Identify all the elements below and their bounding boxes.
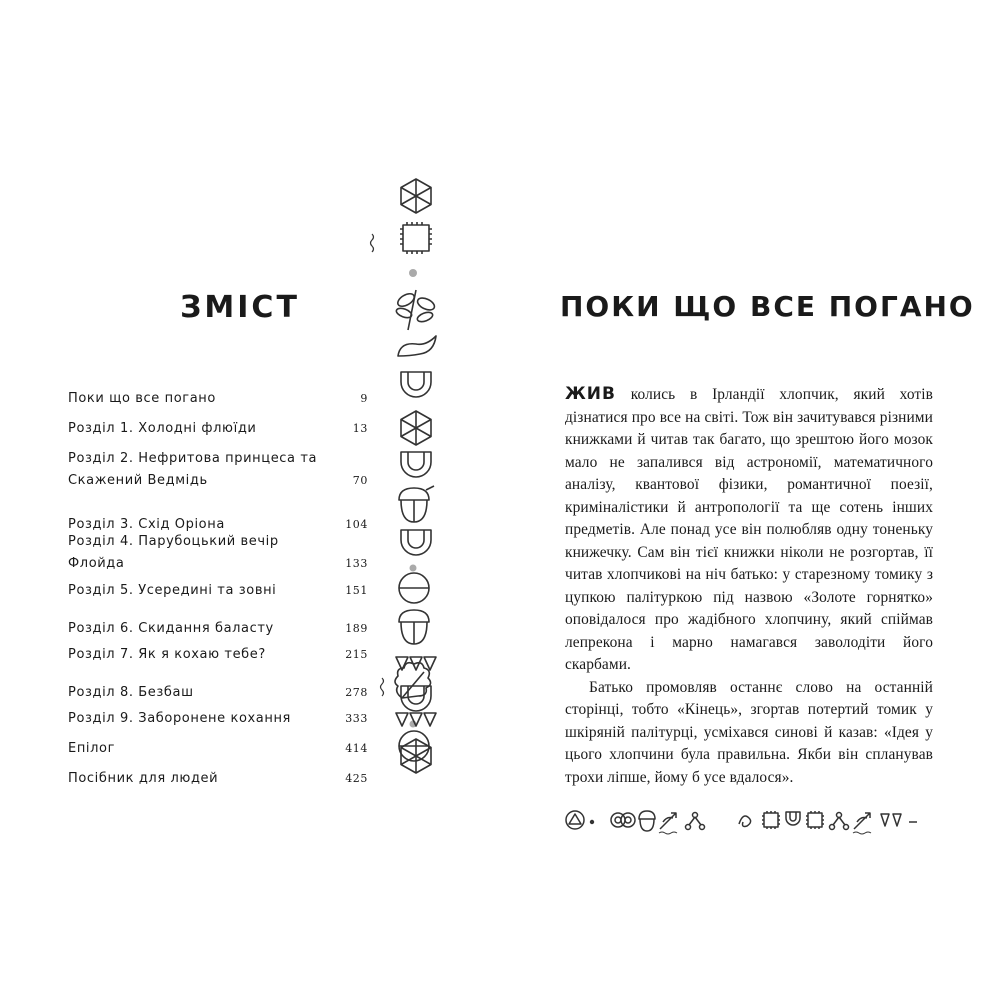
swirl-icon xyxy=(739,816,751,827)
toc-entry-name: Посібник для людей xyxy=(68,771,219,786)
toc-entry-page: 425 xyxy=(345,772,368,785)
toc-entry-name: Розділ 6. Скидання баласту xyxy=(68,621,274,636)
toc-entry-name: Розділ 1. Холодні флюїди xyxy=(68,421,257,436)
chapter-title: ПОКИ ЩО ВСЕ ПОГАНО xyxy=(560,290,975,323)
triangles-icon xyxy=(396,713,436,726)
triangles-icon xyxy=(881,814,901,826)
toc-entry-name: Розділ 7. Як я кохаю тебе? xyxy=(68,647,266,662)
ornament-row xyxy=(565,805,935,839)
chapter-body xyxy=(565,383,933,789)
squiggle-icon xyxy=(381,678,384,696)
toc-entry-page: 133 xyxy=(345,557,368,570)
dot-icon xyxy=(590,820,594,824)
infinity-icon xyxy=(611,813,635,827)
toc-entry-page: 278 xyxy=(345,686,368,699)
toc-entry-name: Розділ 4. Парубоцький вечір Флойда xyxy=(68,534,279,571)
toc-entry-name: Розділ 9. Заборонене кохання xyxy=(68,711,291,726)
wave-icon xyxy=(398,336,436,356)
dragonfly-icon xyxy=(395,290,436,330)
u-shape-icon xyxy=(401,372,431,397)
toc-entry-name: Розділ 3. Схід Оріона xyxy=(68,517,225,532)
triangle-circle-icon xyxy=(566,811,584,829)
toc-entry[interactable] xyxy=(68,580,368,602)
toc-entry-name: Поки що все погано xyxy=(68,391,216,406)
toc-entry-page: 414 xyxy=(345,742,368,755)
hexagon-icon xyxy=(401,411,431,445)
toc-entry-page: 9 xyxy=(360,392,368,405)
paragraph xyxy=(565,383,933,677)
toc-entry[interactable] xyxy=(68,682,368,704)
toc-entry-name: Епілог xyxy=(68,741,116,756)
u-shape-icon xyxy=(401,530,431,555)
toc-entry[interactable] xyxy=(68,738,368,760)
toc-entry-page: 333 xyxy=(345,712,368,725)
toc-entry[interactable] xyxy=(68,448,368,492)
chip-icon xyxy=(762,811,780,829)
lead-word: ЖИВ xyxy=(565,384,616,404)
paragraph: Батько промовляв останнє слово на останній сторінці, тобто «Кінець», згортав потертий томик у шкіряній палітурці, усміхався синові й казав: «Ідея у цього хлопчини була правильна. Якби він спланував трохи ліпше, йому б усе вдалося». xyxy=(565,678,933,786)
dot-icon xyxy=(409,269,417,277)
squiggle-icon xyxy=(371,234,374,252)
toc-entry[interactable] xyxy=(68,644,368,666)
molecule-icon xyxy=(830,813,849,830)
chip-icon xyxy=(400,222,432,254)
toc-entry-page: 104 xyxy=(345,518,368,531)
toc-entry-page: 70 xyxy=(352,474,368,487)
toc-entry[interactable] xyxy=(68,388,368,410)
acorn-icon xyxy=(399,486,434,522)
toc-entry-page: 151 xyxy=(345,584,368,597)
hexagon-icon xyxy=(401,179,431,213)
toc-entry[interactable] xyxy=(68,418,368,440)
arrow-leaf-icon xyxy=(853,813,871,834)
circle-dot-icon xyxy=(399,573,429,603)
toc-entry-name: Розділ 8. Безбаш xyxy=(68,685,194,700)
acorn-icon xyxy=(639,811,655,831)
oak-leaf-icon xyxy=(395,663,431,698)
toc-entry[interactable] xyxy=(68,531,368,575)
chip-icon xyxy=(806,811,824,829)
u-shape-icon xyxy=(786,812,800,825)
toc-entry[interactable] xyxy=(68,708,368,730)
u-shape-icon xyxy=(401,452,431,477)
paragraph-text: колись в Ірландії хлопчик, який хотів дізнатися про все на світі. Тож він зачитувався різними книжками й читав так багато, що зрештою його мозок мало не запалився від астрономії, математичного аналізу, квантової фізики, романтичної поезії, криміналістики й антропології та ще сотень інших предметів. Але понад усе він полюбляв одну тоненьку книжечку. Сам він тієї книжки ніколи не розгортав, її читав хлопчикові на ніч батько: у старезному томику з цупкою палітуркою під назвою «Золоте горнятко» оповідалося про жадібного хлопчину, який спіймав лепрекона і марно намагався заволодіти його скарбами. xyxy=(565,386,933,673)
hexagon-icon xyxy=(401,739,431,773)
toc-entry-name: Розділ 5. Усередині та зовні xyxy=(68,583,277,598)
toc-entry[interactable] xyxy=(68,618,368,640)
arrow-leaf-icon xyxy=(659,813,677,834)
toc-entry-name: Розділ 2. Нефритова принцеса та Скажений Ведмідь xyxy=(68,451,318,488)
toc-entry-page: 215 xyxy=(345,648,368,661)
toc-entry[interactable] xyxy=(68,768,368,790)
toc-entry-page: 189 xyxy=(345,622,368,635)
toc-entry-page: 13 xyxy=(352,422,368,435)
dot-icon xyxy=(410,565,417,572)
molecule-icon xyxy=(686,813,705,830)
ornament-column-lower xyxy=(368,600,458,780)
toc-title: ЗМІСТ xyxy=(180,290,300,325)
